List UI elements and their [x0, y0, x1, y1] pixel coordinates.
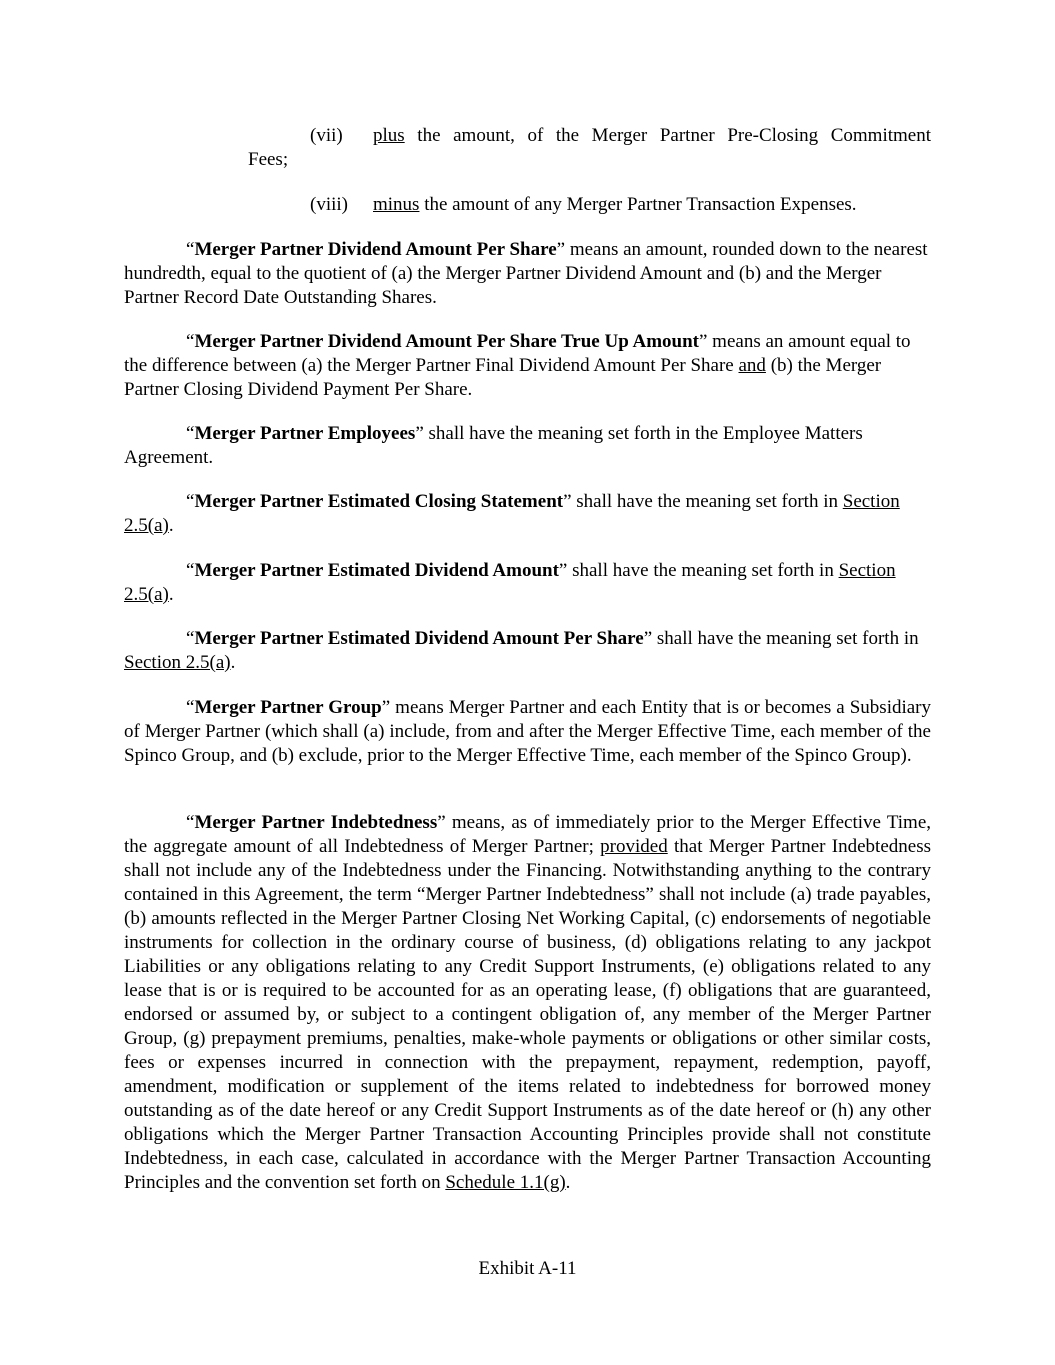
definition-text: shall have the meaning set forth in [571, 491, 843, 512]
item-vii-continuation: Fees; [248, 149, 289, 170]
definition-indebtedness: “Merger Partner Indebtedness” means, as of immediately prior to the Merger Effective Time, the aggregate amount of all Indebtedness of Merger Partner; provided that Merger Partner Indebtedness shall not include any of the Indebtedness under the Financing. Notwithstanding anything to the contrary contained in this Agreement, the term “Merger Partner Indebtedness” shall not include (a) trade payables, (b) amounts reflected in the Merger Partner Closing Net Working Capital, (c) endorsements of negotiable instruments for collection in the ordinary course of business, (d) obligations relating to any jackpot Liabilities or any obligations relating to any Credit Support Instruments, (e) obligations related to any lease that is or is required to be accounted for as an operating lease, (f) obligations that are guaranteed, endorsed or assumed by, or subject to a contingent obligation of, any member of the Merger Partner Group, (g) prepayment premiums, penalties, make-whole payments or obligations or other similar costs, fees or expenses incurred in connection with the prepayment, repayment, redemption, payoff, amendment, modification or supplement of the items related to indebtedness for borrowed money outstanding as of the date hereof or any Credit Support Instruments as of the date hereof or (h) any other obligations which the Merger Partner Transaction Accounting Principles provide shall not constitute Indebtedness, in each case, calculated in accordance with the Merger Partner Transaction Accounting Principles and the convention set forth on Schedule 1.1(g). [124, 812, 932, 1193]
definition-text: shall have the meaning set forth in [567, 560, 839, 581]
definition-estimated-dividend-amount: “Merger Partner Estimated Dividend Amount” shall have the meaning set forth in Section 2.5(a). [124, 560, 896, 605]
defined-term: Merger Partner Employees [194, 423, 416, 444]
underlined-and: and [738, 355, 766, 376]
definition-text: means an amount, rounded down to the nearest hundredth, equal to the quotient of (a) the Merger Partner Dividend Amount and (b) and the Merger Partner Record Date Outstanding Shares. [124, 239, 928, 308]
definition-text: means an amount equal to the difference between (a) the Merger Partner Final Dividend Amount Per Share [124, 331, 911, 376]
defined-term: Merger Partner Group [194, 697, 382, 718]
defined-term: Merger Partner Dividend Amount Per Share True Up Amount [194, 331, 699, 352]
definition-employees: “Merger Partner Employees” shall have the meaning set forth in the Employee Matters Agreement. [124, 423, 863, 468]
definition-text: that Merger Partner Indebtedness shall not include any of the Indebtedness under the Financing. Notwithstanding anything to the contrary contained in this Agreement, the term “Merger Partner Indebtedness” shall not include (a) trade payables, (b) amounts reflected in the Merger Partner Closing Net Working Capital, (c) endorsements of negotiable instruments for collection in the ordinary course of business, (d) obligations relating to any jackpot Liabilities or any obligations relating to any Credit Support Instruments, (e) obligations related to any lease that is or is required to be accounted for as an operating lease, (f) obligations that are guaranteed, endorsed or assumed by, or subject to a contingent obligation of, any member of the Merger Partner Group, (g) prepayment premiums, penalties, make-whole payments or obligations or other similar costs, fees or expenses incurred in connection with the prepayment, repayment, redemption, payoff, amendment, modification or supplement of the items related to indebtedness for borrowed money outstanding as of the date hereof or any Credit Support Instruments as of the date hereof or (h) any other obligations which the Merger Partner Transaction Accounting Principles provide shall not constitute Indebtedness, in each case, calculated in accordance with the Merger Partner Transaction Accounting Principles and the convention set forth on [124, 836, 931, 1193]
section-reference: Section 2.5(a) [124, 491, 900, 536]
defined-term: Merger Partner Indebtedness [194, 812, 438, 833]
item-viii [124, 193, 931, 217]
definition-estimated-closing-statement: “Merger Partner Estimated Closing Statement” shall have the meaning set forth in Section 2.5(a). [124, 491, 900, 536]
definition-group: “Merger Partner Group” means Merger Partner and each Entity that is or becomes a Subsidiary of Merger Partner (which shall (a) include, from and after the Merger Effective Time, each member of the Spinco Group, and (b) exclude, prior to the Merger Effective Time, each member of the Spinco Group). [124, 697, 932, 766]
item-vii-text: the amount, of the Merger Partner Pre-Closing Commitment [404, 125, 931, 146]
defined-term: Merger Partner Dividend Amount Per Share [194, 239, 557, 260]
defined-term: Merger Partner Estimated Closing Statement [194, 491, 564, 512]
section-reference: Section 2.5(a) [124, 652, 231, 673]
page-footer: Exhibit A-11 [478, 1258, 577, 1279]
item-viii-text: the amount of any Merger Partner Transaction Expenses. [419, 194, 857, 215]
defined-term: Merger Partner Estimated Dividend Amount Per Share [194, 628, 644, 649]
definition-dividend-per-share: “Merger Partner Dividend Amount Per Share” means an amount, rounded down to the nearest hundredth, equal to the quotient of (a) the Merger Partner Dividend Amount and (b) and the Merger Partner Record Date Outstanding Shares. [124, 239, 928, 308]
definition-estimated-dividend-per-share: “Merger Partner Estimated Dividend Amount Per Share” shall have the meaning set forth in Section 2.5(a). [124, 628, 919, 673]
definition-text: (b) the Merger Partner Closing Dividend Payment Per Share. [124, 355, 882, 400]
underlined-provided: provided [600, 836, 668, 857]
schedule-reference: Schedule 1.1(g) [445, 1172, 566, 1193]
definition-text: shall have the meaning set forth in the Employee Matters Agreement. [124, 423, 863, 468]
item-vii [124, 124, 931, 172]
definition-true-up-amount: “Merger Partner Dividend Amount Per Share True Up Amount” means an amount equal to the difference between (a) the Merger Partner Final Dividend Amount Per Share and (b) the Merger Partner Closing Dividend Payment Per Share. [124, 331, 911, 400]
definition-text: means Merger Partner and each Entity that is or becomes a Subsidiary of Merger Partner (which shall (a) include, from and after the Merger Effective Time, each member of the Spinco Group, and (b) exclude, prior to the Merger Effective Time, each member of the Spinco Group). [124, 697, 932, 766]
defined-term: Merger Partner Estimated Dividend Amount [194, 560, 559, 581]
definition-text: shall have the meaning set forth in [652, 628, 919, 649]
definition-text: means, as of immediately prior to the Merger Effective Time, the aggregate amount of all Indebtedness of Merger Partner; [124, 812, 932, 857]
section-reference: Section 2.5(a) [124, 560, 896, 605]
item-viii-operator: minus [373, 194, 420, 215]
item-vii-operator: plus [373, 125, 405, 146]
item-vii-number: (vii) [310, 125, 343, 146]
item-viii-number: (viii) [310, 194, 348, 215]
